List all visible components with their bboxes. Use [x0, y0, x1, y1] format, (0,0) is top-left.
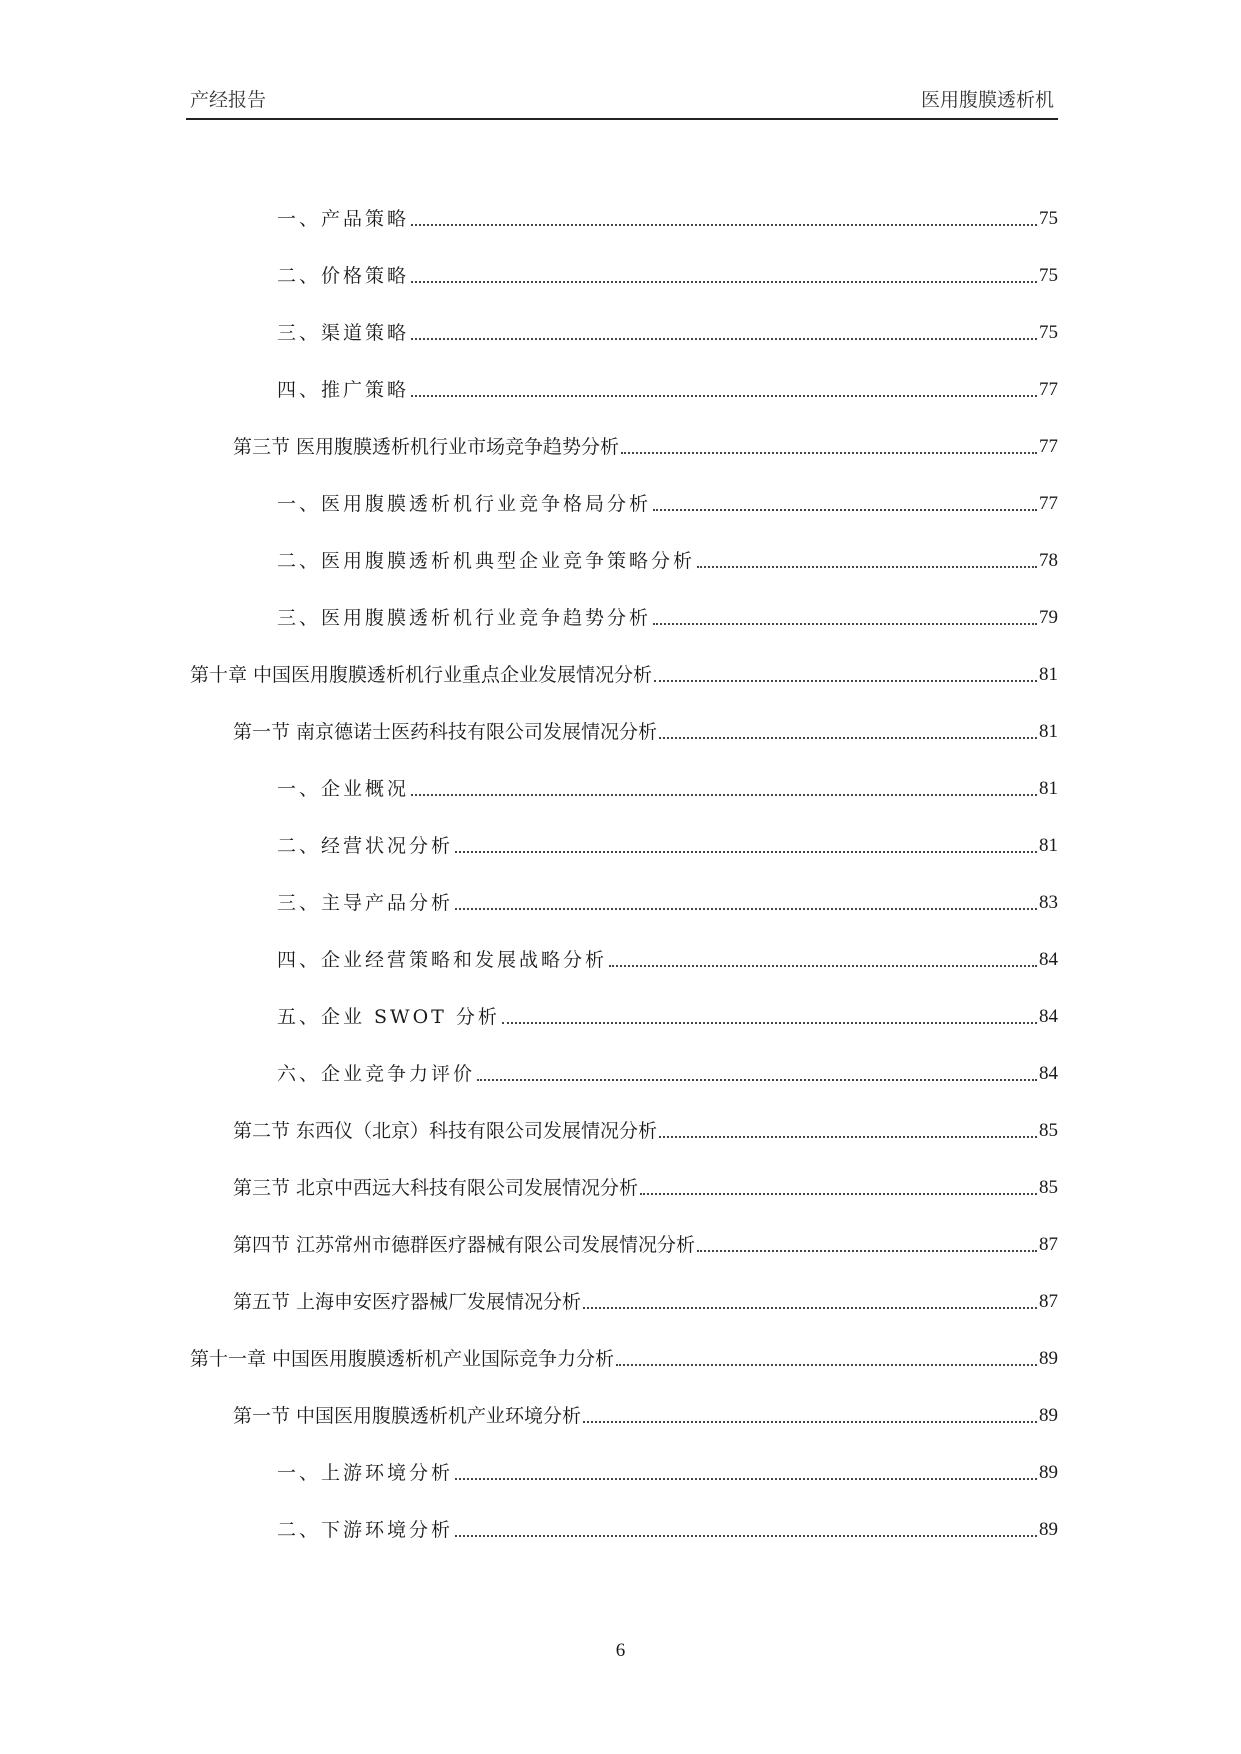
toc-dot-leader — [653, 509, 1037, 511]
toc-entry[interactable] — [277, 1060, 1058, 1086]
toc-dot-leader — [455, 1478, 1037, 1480]
toc-dot-leader — [697, 566, 1037, 568]
toc-entry-page: 89 — [1039, 1462, 1058, 1483]
toc-entry-label: 第二节 东西仪（北京）科技有限公司发展情况分析 — [233, 1120, 658, 1142]
toc-entry-page: 85 — [1039, 1120, 1058, 1141]
toc-entry-page: 81 — [1039, 664, 1058, 685]
toc-entry[interactable] — [277, 889, 1058, 915]
toc-entry-label: 第十章 中国医用腹膜透析机行业重点企业发展情况分析 — [190, 664, 653, 686]
toc-dot-leader — [616, 1364, 1037, 1366]
toc-entry-label: 四、推广策略 — [277, 379, 410, 401]
toc-entry[interactable] — [190, 661, 1058, 687]
toc-entry-page: 84 — [1039, 1063, 1058, 1084]
toc-entry-page: 75 — [1039, 208, 1058, 229]
toc-entry-page: 84 — [1039, 949, 1058, 970]
toc-entry-label: 第五节 上海申安医疗器械厂发展情况分析 — [233, 1291, 582, 1313]
toc-entry[interactable] — [277, 319, 1058, 345]
toc-entry[interactable] — [190, 1345, 1058, 1371]
toc-entry-page: 87 — [1039, 1291, 1058, 1312]
toc-entry[interactable] — [277, 1516, 1058, 1542]
toc-dot-leader — [455, 908, 1037, 910]
toc-dot-leader — [477, 1079, 1037, 1081]
toc-entry-page: 84 — [1039, 1006, 1058, 1027]
toc-entry-label: 一、医用腹膜透析机行业竞争格局分析 — [277, 493, 652, 515]
toc-entry-page: 77 — [1039, 379, 1058, 400]
toc-entry-label: 第一节 南京德诺士医药科技有限公司发展情况分析 — [233, 721, 658, 743]
toc-entry-label: 二、价格策略 — [277, 265, 410, 287]
toc-entry-label: 二、医用腹膜透析机典型企业竞争策略分析 — [277, 550, 696, 572]
toc-dot-leader — [640, 1193, 1037, 1195]
toc-entry-label: 四、企业经营策略和发展战略分析 — [277, 949, 608, 971]
toc-entry-page: 83 — [1039, 892, 1058, 913]
toc-entry[interactable] — [233, 433, 1058, 459]
toc-entry-page: 81 — [1039, 835, 1058, 856]
toc-dot-leader — [653, 623, 1037, 625]
toc-entry-page: 77 — [1039, 493, 1058, 514]
toc-entry-page: 78 — [1039, 550, 1058, 571]
toc-dot-leader — [654, 680, 1037, 682]
toc-entry[interactable] — [277, 205, 1058, 231]
toc-entry-label: 三、医用腹膜透析机行业竞争趋势分析 — [277, 607, 652, 629]
toc-dot-leader — [411, 281, 1037, 283]
header-report-type: 产经报告 — [190, 89, 267, 111]
toc-entry-label: 三、主导产品分析 — [277, 892, 454, 914]
toc-dot-leader — [455, 1535, 1037, 1537]
toc-dot-leader — [455, 851, 1037, 853]
toc-entry-label: 一、上游环境分析 — [277, 1462, 454, 1484]
toc-dot-leader — [411, 794, 1037, 796]
toc-entry[interactable] — [233, 1402, 1058, 1428]
toc-entry[interactable] — [277, 262, 1058, 288]
toc-dot-leader — [411, 338, 1037, 340]
header-report-title: 医用腹膜透析机 — [920, 89, 1054, 111]
toc-dot-leader — [583, 1307, 1037, 1309]
toc-entry-page: 81 — [1039, 721, 1058, 742]
toc-entry-page: 89 — [1039, 1519, 1058, 1540]
toc-dot-leader — [411, 395, 1037, 397]
toc-entry-label: 二、经营状况分析 — [277, 835, 454, 857]
toc-dot-leader — [502, 1022, 1037, 1024]
toc-entry-label: 六、企业竞争力评价 — [277, 1063, 476, 1085]
toc-entry[interactable] — [233, 1288, 1058, 1314]
toc-entry-label: 第一节 中国医用腹膜透析机产业环境分析 — [233, 1405, 582, 1427]
toc-entry[interactable] — [277, 490, 1058, 516]
toc-entry-label: 一、企业概况 — [277, 778, 410, 800]
page-number: 6 — [615, 1640, 626, 1661]
toc-entry-label: 一、产品策略 — [277, 208, 410, 230]
toc-entry[interactable] — [277, 832, 1058, 858]
toc-dot-leader — [621, 452, 1037, 454]
toc-entry-page: 75 — [1039, 322, 1058, 343]
toc-entry-label: 第十一章 中国医用腹膜透析机产业国际竞争力分析 — [190, 1348, 615, 1370]
toc-entry[interactable] — [233, 1231, 1058, 1257]
toc-dot-leader — [411, 224, 1037, 226]
toc-dot-leader — [659, 737, 1037, 739]
toc-entry-label: 五、企业 SWOT 分析 — [277, 1006, 500, 1028]
toc-entry-page: 75 — [1039, 265, 1058, 286]
toc-entry-label: 第三节 医用腹膜透析机行业市场竞争趋势分析 — [233, 436, 620, 458]
toc-entry[interactable] — [277, 946, 1058, 972]
toc-entry-label: 三、渠道策略 — [277, 322, 410, 344]
toc-entry[interactable] — [233, 718, 1058, 744]
toc-entry-label: 第三节 北京中西远大科技有限公司发展情况分析 — [233, 1177, 639, 1199]
toc-dot-leader — [609, 965, 1037, 967]
toc-entry[interactable] — [277, 547, 1058, 573]
toc-entry-label: 第四节 江苏常州市德群医疗器械有限公司发展情况分析 — [233, 1234, 696, 1256]
toc-entry-page: 79 — [1039, 607, 1058, 628]
toc-entry-page: 89 — [1039, 1405, 1058, 1426]
toc-dot-leader — [583, 1421, 1037, 1423]
toc-entry[interactable] — [233, 1117, 1058, 1143]
toc-entry-page: 77 — [1039, 436, 1058, 457]
toc-entry-label: 二、下游环境分析 — [277, 1519, 454, 1541]
toc-entry-page: 85 — [1039, 1177, 1058, 1198]
toc-entry[interactable] — [277, 1459, 1058, 1485]
toc-entry-page: 87 — [1039, 1234, 1058, 1255]
toc-dot-leader — [659, 1136, 1037, 1138]
toc-entry[interactable] — [277, 376, 1058, 402]
toc-dot-leader — [697, 1250, 1037, 1252]
toc-entry[interactable] — [277, 604, 1058, 630]
toc-entry-page: 81 — [1039, 778, 1058, 799]
toc-entry-page: 89 — [1039, 1348, 1058, 1369]
toc-entry[interactable] — [277, 775, 1058, 801]
toc-entry[interactable] — [233, 1174, 1058, 1200]
toc-entry[interactable] — [277, 1003, 1058, 1029]
